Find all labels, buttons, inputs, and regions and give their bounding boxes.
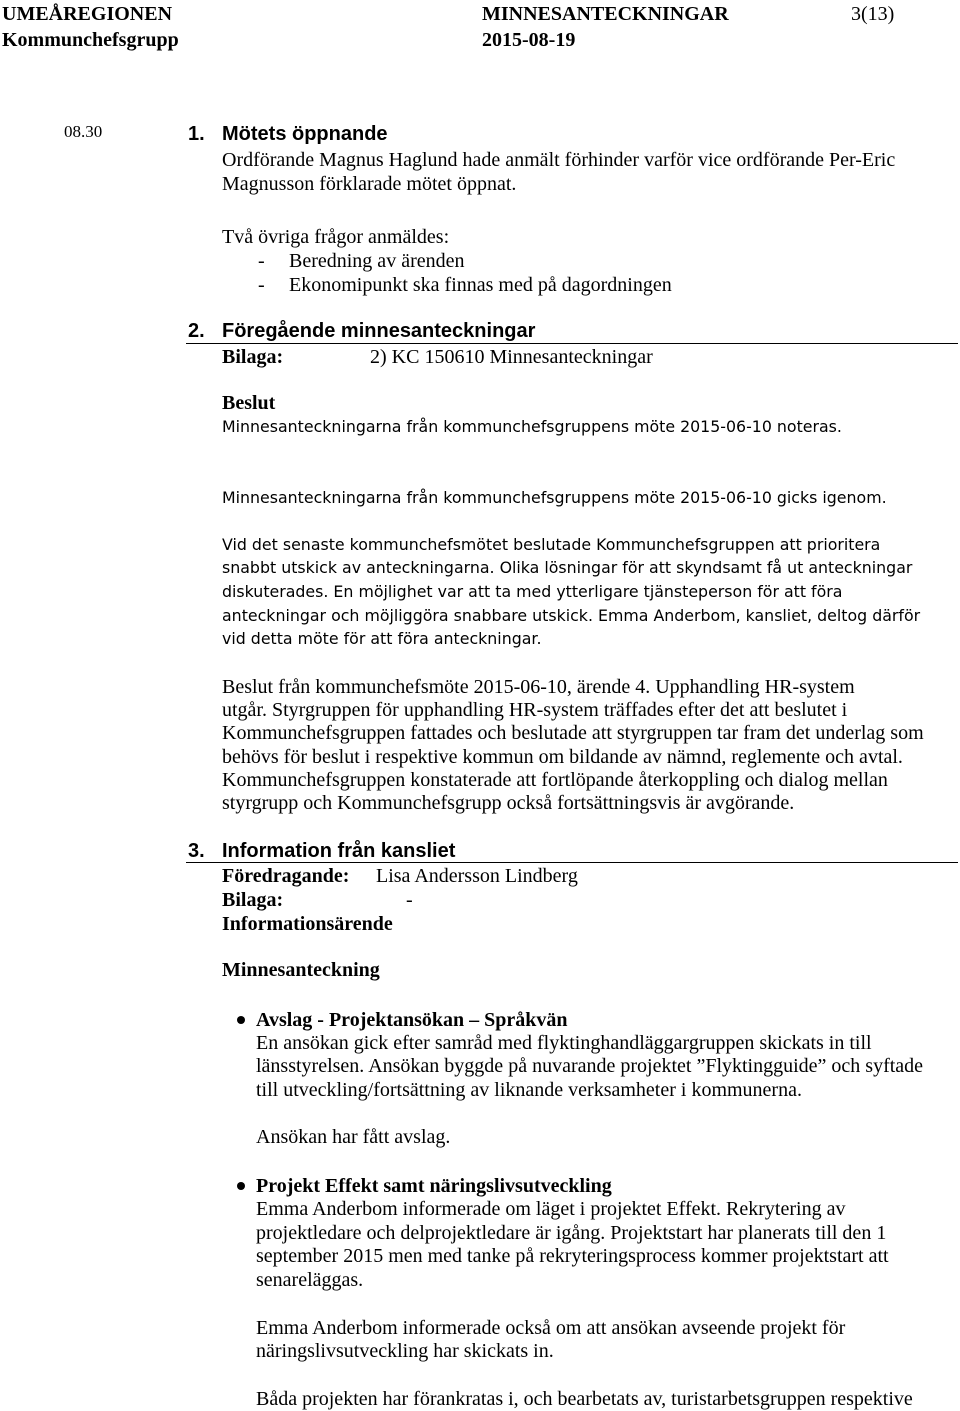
- attachment-label: Bilaga:: [222, 889, 284, 911]
- list-item-text: Ekonomipunkt ska finnas med på dagordningen: [289, 274, 672, 296]
- paragraph-line: Ansökan har fått avslag.: [256, 1126, 451, 1148]
- page-number: 3(13): [851, 3, 895, 25]
- paragraph-line: diskuterades. En möjlighet var att ta med ytterligare tjänsteperson för att föra: [222, 582, 843, 601]
- paragraph-line: Minnesanteckningarna från kommunchefsgruppens möte 2015-06-10 gicks igenom.: [222, 488, 887, 507]
- paragraph-line: Båda projekten har förankratas i, och bearbetats av, turistarbetsgruppen respektive: [256, 1388, 913, 1410]
- paragraph-line: Emma Anderbom informerade också om att ansökan avseende projekt för: [256, 1317, 846, 1339]
- list-marker: -: [258, 274, 265, 296]
- paragraph-line: En ansökan gick efter samråd med flyktinghandläggargruppen skickats in till: [256, 1032, 872, 1054]
- section-number: 3.: [188, 840, 205, 862]
- paragraph-line: vid detta möte för att föra anteckningar.: [222, 629, 542, 648]
- paragraph-line: Emma Anderbom informerade om läget i projektet Effekt. Rekrytering av: [256, 1198, 846, 1220]
- attachment-value: -: [406, 889, 413, 911]
- section-number: 2.: [188, 320, 205, 342]
- list-item-text: Beredning av ärenden: [289, 250, 465, 272]
- paragraph-line: till utveckling/fortsättning av liknande verksamheter i kommunerna.: [256, 1079, 802, 1101]
- presenter-value: Lisa Andersson Lindberg: [376, 865, 578, 887]
- meeting-time: 08.30: [64, 122, 103, 141]
- paragraph-line: Två övriga frågor anmäldes:: [222, 226, 450, 248]
- paragraph-line: Kommunchefsgruppen fattades och beslutade att styrgruppen tar fram det underlag som: [222, 722, 924, 744]
- paragraph-line: anteckningar och möjliggöra snabbare utskick. Emma Anderbom, kansliet, deltog därför: [222, 606, 921, 625]
- paragraph-line: Beslut från kommunchefsmöte 2015-06-10, ärende 4. Upphandling HR-system: [222, 676, 855, 698]
- organization-name: UMEÅREGIONEN: [2, 3, 173, 25]
- attachment-value: 2) KC 150610 Minnesanteckningar: [370, 346, 653, 368]
- paragraph-line: behövs för beslut i respektive kommun om bildande av nämnd, reglemente och avtal.: [222, 746, 903, 768]
- notes-heading: Minnesanteckning: [222, 959, 380, 981]
- paragraph-line: styrgrupp och Kommunchefsgrupp också fortsättningsvis är avgörande.: [222, 792, 795, 814]
- list-marker: -: [258, 250, 265, 272]
- document-type: MINNESANTECKNINGAR: [482, 3, 729, 25]
- bullet-icon: [237, 1016, 245, 1024]
- paragraph-line: projektledare och delprojektledare är igång. Projektstart har planerats till den 1: [256, 1222, 887, 1244]
- paragraph-line: Vid det senaste kommunchefsmötet beslutade Kommunchefsgruppen att prioritera: [222, 535, 881, 554]
- attachment-label: Bilaga:: [222, 346, 284, 368]
- section-title: Föregående minnesanteckningar: [222, 320, 536, 342]
- presenter-label: Föredragande:: [222, 865, 350, 887]
- bullet-item-title: Projekt Effekt samt näringslivsutveckling: [256, 1175, 612, 1197]
- paragraph-line: länsstyrelsen. Ansökan byggde på nuvarande projektet ”Flyktingguide” och syftade: [256, 1055, 924, 1077]
- decision-text: Minnesanteckningarna från kommunchefsgruppens möte 2015-06-10 noteras.: [222, 417, 842, 436]
- bullet-icon: [237, 1182, 245, 1190]
- bullet-item-title: Avslag - Projektansökan – Språkvän: [256, 1009, 568, 1031]
- paragraph-line: september 2015 men med tanke på rekryteringsprocess kommer projektstart att: [256, 1245, 889, 1267]
- paragraph-line: snabbt utskick av anteckningarna. Olika lösningar för att skyndsamt få ut anteckningar: [222, 558, 913, 577]
- heading-rule: [186, 862, 958, 863]
- section-title: Information från kansliet: [222, 840, 456, 862]
- paragraph-line: utgår. Styrgruppen för upphandling HR-system träffades efter det att beslutet i: [222, 699, 848, 721]
- paragraph-line: Magnusson förklarade mötet öppnat.: [222, 173, 517, 195]
- paragraph-line: Kommunchefsgruppen konstaterade att fortlöpande återkoppling och dialog mellan: [222, 769, 888, 791]
- decision-label: Beslut: [222, 392, 276, 414]
- heading-rule: [186, 343, 958, 344]
- paragraph-line: näringslivsutveckling har skickats in.: [256, 1340, 554, 1362]
- section-number: 1.: [188, 123, 205, 145]
- item-type: Informationsärende: [222, 913, 393, 935]
- section-title: Mötets öppnande: [222, 123, 388, 145]
- meeting-date: 2015-08-19: [482, 29, 576, 51]
- paragraph-line: senareläggas.: [256, 1269, 364, 1291]
- paragraph-line: Ordförande Magnus Haglund hade anmält förhinder varför vice ordförande Per-Eric: [222, 149, 896, 171]
- group-name: Kommunchefsgrupp: [2, 29, 179, 51]
